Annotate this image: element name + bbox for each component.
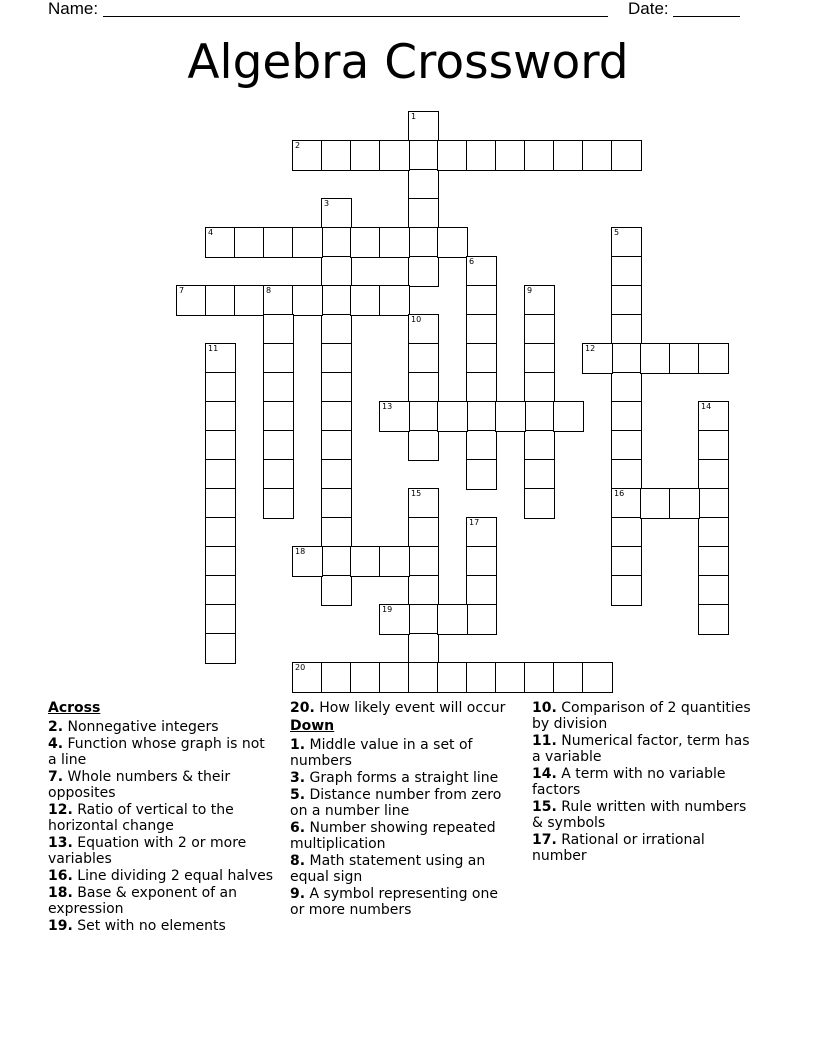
grid-cell[interactable] — [611, 546, 642, 577]
grid-cell[interactable] — [524, 372, 555, 403]
clue-item — [290, 787, 515, 819]
clue-number: 13 — [382, 402, 393, 411]
grid-cell[interactable] — [263, 227, 294, 258]
grid-cell[interactable] — [234, 285, 265, 316]
clues-column-1 — [48, 700, 273, 935]
clue-number: 18 — [295, 547, 306, 556]
clue-item — [290, 700, 515, 716]
grid-cell[interactable] — [379, 227, 410, 258]
grid-cell[interactable] — [408, 372, 439, 403]
grid-cell[interactable] — [379, 546, 410, 577]
grid-cell[interactable] — [611, 459, 642, 490]
grid-cell[interactable] — [437, 604, 468, 635]
clue-item — [48, 719, 273, 735]
clue-text: Rule written with numbers & symbols — [532, 799, 747, 831]
clue-text: Rational or irrational number — [532, 832, 705, 864]
clue-text: How likely event will occur — [319, 700, 506, 716]
grid-cell[interactable] — [524, 459, 555, 490]
grid-cell[interactable] — [263, 430, 294, 461]
clue-item — [532, 766, 757, 798]
grid-cell[interactable] — [698, 488, 729, 519]
grid-cell[interactable] — [205, 517, 236, 548]
grid-cell[interactable] — [205, 633, 236, 664]
grid-cell[interactable] — [524, 314, 555, 345]
grid-cell[interactable] — [321, 372, 352, 403]
grid-cell[interactable] — [466, 604, 497, 635]
clue-number-label: 9. — [290, 886, 306, 902]
grid-cell[interactable] — [234, 227, 265, 258]
grid-cell[interactable] — [408, 314, 439, 345]
grid-cell[interactable] — [466, 372, 497, 403]
grid-cell[interactable] — [321, 662, 352, 693]
clue-item — [48, 868, 273, 884]
grid-cell[interactable] — [379, 401, 410, 432]
clue-text: Distance number from zero on a number line — [290, 787, 502, 819]
grid-cell[interactable] — [263, 343, 294, 374]
clue-number: 5 — [614, 228, 620, 237]
grid-cell[interactable] — [524, 140, 555, 171]
grid-cell[interactable] — [408, 256, 439, 287]
grid-cell[interactable] — [263, 314, 294, 345]
grid-cell[interactable] — [408, 517, 439, 548]
grid-cell[interactable] — [611, 285, 642, 316]
clue-item — [290, 820, 515, 852]
across-heading: Across — [48, 700, 101, 716]
grid-cell[interactable] — [611, 314, 642, 345]
grid-cell[interactable] — [611, 343, 642, 374]
clue-item — [290, 886, 515, 918]
grid-cell[interactable] — [350, 285, 381, 316]
clue-item — [290, 853, 515, 885]
grid-cell[interactable] — [321, 430, 352, 461]
grid-cell[interactable] — [466, 459, 497, 490]
clue-text: Base & exponent of an expression — [48, 885, 237, 917]
grid-cell[interactable] — [263, 285, 294, 316]
grid-cell[interactable] — [437, 227, 468, 258]
grid-cell[interactable] — [611, 256, 642, 287]
clue-number: 7 — [179, 286, 185, 295]
grid-cell[interactable] — [698, 459, 729, 490]
clue-text: Line dividing 2 equal halves — [77, 868, 274, 884]
grid-cell[interactable] — [698, 430, 729, 461]
clue-number-label: 19. — [48, 918, 73, 934]
grid-cell[interactable] — [495, 662, 526, 693]
clue-number: 1 — [411, 112, 417, 121]
clue-item — [48, 736, 273, 768]
grid-cell[interactable] — [698, 546, 729, 577]
grid-cell[interactable] — [698, 343, 729, 374]
grid-cell[interactable] — [205, 488, 236, 519]
grid-cell[interactable] — [611, 401, 642, 432]
clue-number-label: 16. — [48, 868, 73, 884]
grid-cell[interactable] — [408, 430, 439, 461]
grid-cell[interactable] — [408, 546, 439, 577]
grid-cell[interactable] — [205, 575, 236, 606]
clue-number-label: 5. — [290, 787, 306, 803]
grid-cell[interactable] — [408, 604, 439, 635]
clue-number-label: 11. — [532, 733, 557, 749]
down-heading: Down — [290, 718, 335, 734]
clue-text: A term with no variable factors — [532, 766, 726, 798]
clue-number: 19 — [382, 605, 393, 614]
grid-cell[interactable] — [669, 488, 700, 519]
grid-cell[interactable] — [495, 140, 526, 171]
grid-cell[interactable] — [321, 517, 352, 548]
grid-cell[interactable] — [437, 140, 468, 171]
clue-number-label: 20. — [290, 700, 315, 716]
date-label: Date: — [628, 0, 669, 18]
clue-number-label: 12. — [48, 802, 73, 818]
clue-number-label: 18. — [48, 885, 73, 901]
clue-item — [532, 733, 757, 765]
grid-cell[interactable] — [466, 285, 497, 316]
grid-cell[interactable] — [292, 227, 323, 258]
clue-number: 15 — [411, 489, 422, 498]
grid-cell[interactable] — [321, 575, 352, 606]
grid-cell[interactable] — [292, 546, 323, 577]
grid-cell[interactable] — [466, 517, 497, 548]
clue-number-label: 2. — [48, 719, 64, 735]
grid-cell[interactable] — [524, 488, 555, 519]
grid-cell[interactable] — [466, 343, 497, 374]
grid-cell[interactable] — [466, 256, 497, 287]
grid-cell[interactable] — [611, 517, 642, 548]
grid-cell[interactable] — [205, 285, 236, 316]
grid-cell[interactable] — [321, 314, 352, 345]
clue-number: 11 — [208, 344, 219, 353]
grid-cell[interactable] — [582, 662, 613, 693]
clue-number-label: 6. — [290, 820, 306, 836]
grid-cell[interactable] — [611, 575, 642, 606]
clues-column-3 — [532, 700, 757, 865]
grid-cell[interactable] — [263, 401, 294, 432]
clue-text: Ratio of vertical to the horizontal change — [48, 802, 234, 834]
clue-text: Set with no elements — [77, 918, 226, 934]
grid-cell[interactable] — [437, 662, 468, 693]
grid-cell[interactable] — [321, 546, 352, 577]
grid-cell[interactable] — [524, 401, 555, 432]
clue-number: 14 — [701, 402, 712, 411]
clue-item — [290, 737, 515, 769]
grid-cell[interactable] — [524, 662, 555, 693]
clue-text: Equation with 2 or more variables — [48, 835, 247, 867]
grid-cell[interactable] — [408, 575, 439, 606]
clue-number-label: 15. — [532, 799, 557, 815]
grid-cell[interactable] — [611, 140, 642, 171]
clue-number-label: 14. — [532, 766, 557, 782]
grid-cell[interactable] — [466, 140, 497, 171]
grid-cell[interactable] — [408, 198, 439, 229]
grid-cell[interactable] — [466, 546, 497, 577]
clue-item — [290, 770, 515, 786]
grid-cell[interactable] — [698, 517, 729, 548]
grid-cell[interactable] — [350, 227, 381, 258]
grid-cell[interactable] — [698, 604, 729, 635]
clue-text: Whole numbers & their opposites — [48, 769, 231, 801]
grid-cell[interactable] — [408, 633, 439, 664]
grid-cell[interactable] — [466, 401, 497, 432]
grid-cell[interactable] — [553, 401, 584, 432]
grid-cell[interactable] — [350, 546, 381, 577]
grid-cell[interactable] — [698, 575, 729, 606]
grid-cell[interactable] — [205, 401, 236, 432]
clue-item — [48, 769, 273, 801]
clue-item — [532, 832, 757, 864]
clue-text: Comparison of 2 quantities by division — [532, 700, 751, 732]
grid-cell[interactable] — [321, 256, 352, 287]
grid-cell[interactable] — [611, 430, 642, 461]
grid-cell[interactable] — [321, 343, 352, 374]
grid-cell[interactable] — [379, 662, 410, 693]
clue-number: 6 — [469, 257, 475, 266]
grid-cell[interactable] — [524, 430, 555, 461]
grid-cell[interactable] — [205, 546, 236, 577]
grid-cell[interactable] — [408, 662, 439, 693]
clue-number-label: 17. — [532, 832, 557, 848]
grid-cell[interactable] — [408, 111, 439, 142]
grid-cell[interactable] — [466, 314, 497, 345]
grid-cell[interactable] — [611, 488, 642, 519]
clue-text: Middle value in a set of numbers — [290, 737, 473, 769]
grid-cell[interactable] — [205, 227, 236, 258]
grid-cell[interactable] — [350, 662, 381, 693]
grid-cell[interactable] — [176, 285, 207, 316]
clue-item — [532, 700, 757, 732]
grid-cell[interactable] — [611, 372, 642, 403]
clue-number: 3 — [324, 199, 330, 208]
grid-cell[interactable] — [205, 604, 236, 635]
clue-number-label: 8. — [290, 853, 306, 869]
clue-item — [48, 885, 273, 917]
grid-cell[interactable] — [321, 285, 352, 316]
grid-cell[interactable] — [350, 140, 381, 171]
clue-number: 8 — [266, 286, 272, 295]
clues-column-2 — [290, 700, 515, 919]
grid-cell[interactable] — [524, 343, 555, 374]
clue-number: 16 — [614, 489, 625, 498]
grid-cell[interactable] — [466, 662, 497, 693]
grid-cell[interactable] — [640, 343, 671, 374]
grid-cell[interactable] — [379, 285, 410, 316]
clue-number-label: 1. — [290, 737, 306, 753]
name-label: Name: — [48, 0, 99, 18]
grid-cell[interactable] — [205, 343, 236, 374]
clue-number: 2 — [295, 141, 301, 150]
grid-cell[interactable] — [553, 662, 584, 693]
grid-cell[interactable] — [698, 401, 729, 432]
grid-cell[interactable] — [553, 140, 584, 171]
clue-number: 20 — [295, 663, 306, 672]
clue-number: 4 — [208, 228, 214, 237]
grid-cell[interactable] — [321, 401, 352, 432]
grid-cell[interactable] — [205, 430, 236, 461]
grid-cell[interactable] — [321, 227, 352, 258]
grid-cell[interactable] — [582, 140, 613, 171]
clue-text: Function whose graph is not a line — [48, 736, 265, 768]
grid-cell[interactable] — [408, 169, 439, 200]
clue-item — [48, 918, 273, 934]
clue-text: Number showing repeated multiplication — [290, 820, 496, 852]
grid-cell[interactable] — [466, 430, 497, 461]
grid-cell[interactable] — [466, 575, 497, 606]
clue-item — [532, 799, 757, 831]
page-title: Algebra Crossword — [187, 35, 629, 90]
grid-cell[interactable] — [292, 662, 323, 693]
grid-cell[interactable] — [408, 401, 439, 432]
grid-cell[interactable] — [379, 604, 410, 635]
grid-cell[interactable] — [263, 488, 294, 519]
clue-number: 17 — [469, 518, 480, 527]
clue-number-label: 4. — [48, 736, 64, 752]
grid-cell[interactable] — [495, 401, 526, 432]
clue-text: Numerical factor, term has a variable — [532, 733, 750, 765]
grid-cell[interactable] — [263, 372, 294, 403]
clue-text: A symbol representing one or more numbers — [290, 886, 498, 918]
grid-cell[interactable] — [640, 488, 671, 519]
clue-item — [48, 802, 273, 834]
clue-text: Nonnegative integers — [67, 719, 219, 735]
grid-cell[interactable] — [292, 285, 323, 316]
grid-cell[interactable] — [321, 459, 352, 490]
grid-cell[interactable] — [408, 488, 439, 519]
clue-item — [48, 835, 273, 867]
grid-cell[interactable] — [582, 343, 613, 374]
grid-cell[interactable] — [205, 372, 236, 403]
clue-text: Math statement using an equal sign — [290, 853, 486, 885]
clue-number: 12 — [585, 344, 596, 353]
grid-cell[interactable] — [611, 227, 642, 258]
grid-cell[interactable] — [321, 198, 352, 229]
grid-cell[interactable] — [408, 227, 439, 258]
grid-cell[interactable] — [437, 401, 468, 432]
clue-number: 9 — [527, 286, 533, 295]
clue-number: 10 — [411, 315, 422, 324]
grid-cell[interactable] — [408, 140, 439, 171]
grid-cell[interactable] — [379, 140, 410, 171]
grid-cell[interactable] — [205, 459, 236, 490]
grid-cell[interactable] — [263, 459, 294, 490]
clue-text: Graph forms a straight line — [309, 770, 499, 786]
clue-number-label: 3. — [290, 770, 306, 786]
clue-number-label: 7. — [48, 769, 64, 785]
clue-number-label: 13. — [48, 835, 73, 851]
grid-cell[interactable] — [292, 140, 323, 171]
grid-cell[interactable] — [321, 140, 352, 171]
clue-number-label: 10. — [532, 700, 557, 716]
grid-cell[interactable] — [524, 285, 555, 316]
grid-cell[interactable] — [408, 343, 439, 374]
grid-cell[interactable] — [669, 343, 700, 374]
grid-cell[interactable] — [321, 488, 352, 519]
